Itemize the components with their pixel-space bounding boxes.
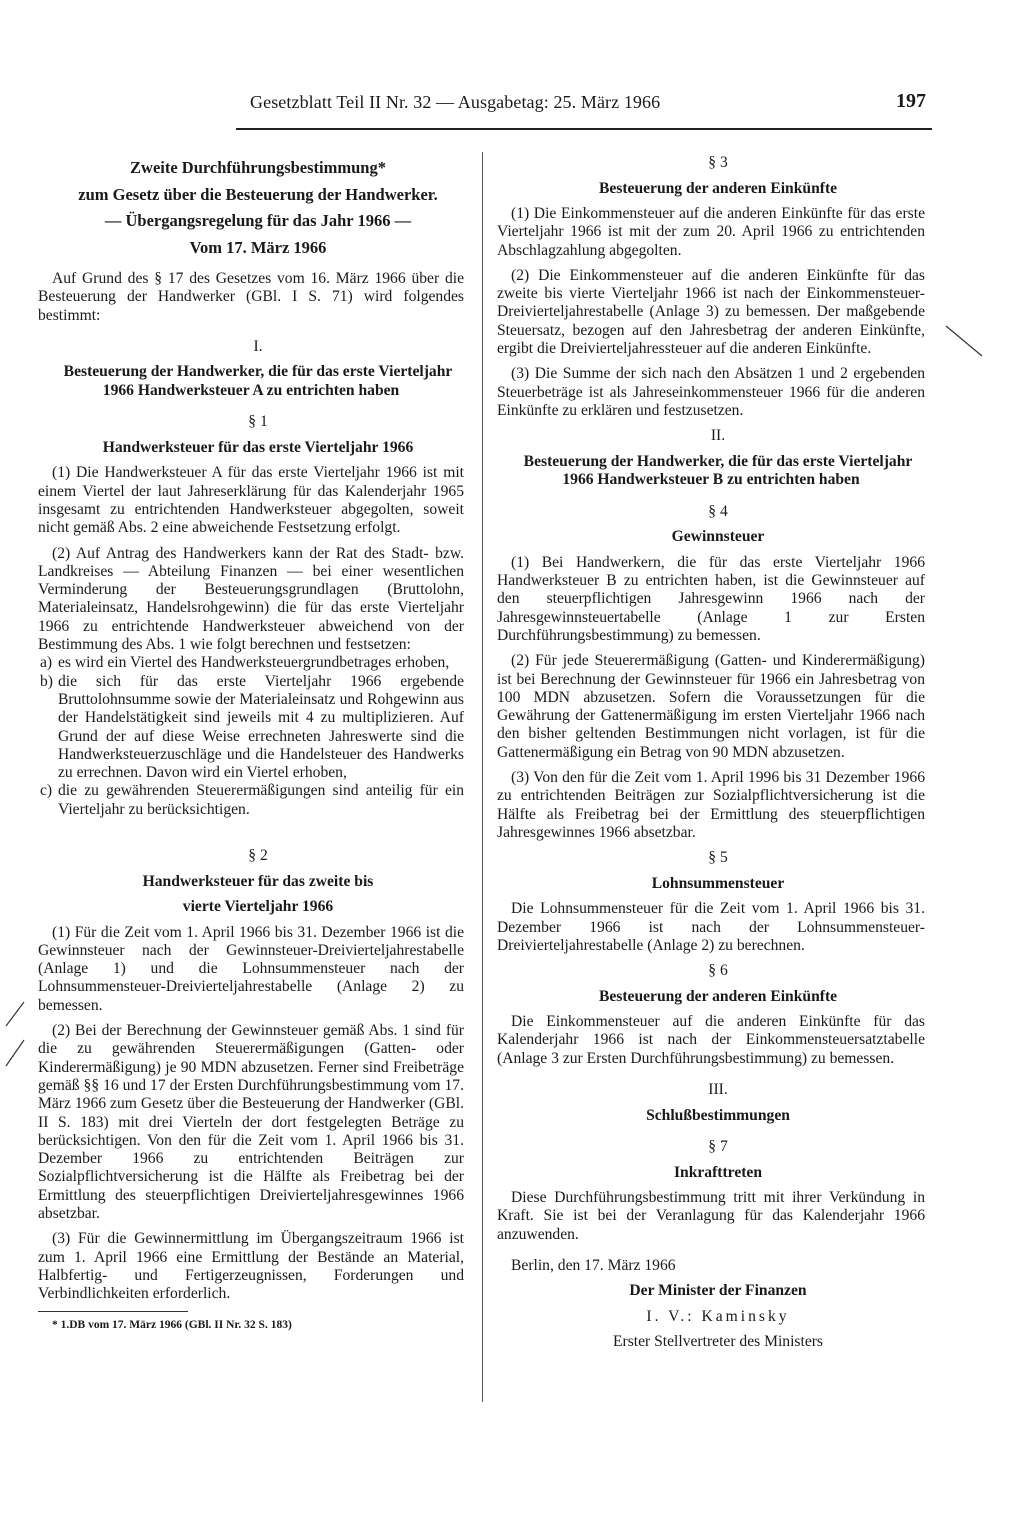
part-number: III.: [708, 1081, 728, 1098]
paragraph: Die Einkommensteuer auf die anderen Einkünfte für das Kalenderjahr 1966 ist nach der Einkommensteuersatztabelle (Anlage 3 zur Ersten Durchführungsbestimmung) zu bemessen.: [497, 1013, 925, 1067]
section-title: Handwerksteuer für das zweite bis: [142, 872, 374, 890]
paragraph: (2) Bei der Berechnung der Gewinnsteuer gemäß Abs. 1 sind für die zu gewährenden Steuerermäßigungen (Gatten- oder Kinderermäßigung) je 90 MDN abzusetzen. Ferner sind Freibeträge gemäß §§ 16 und 17 der Ersten Durchführungsbestimmung vom 17. März 1966 zum Gesetz über die Besteuerung der Handwerker (GBl. II S. 183) mit drei Vierteln der dort festgelegten Beträge zu berücksichtigen. Von den für die Zeit vom 1. April 1966 bis 31. Dezember 1966 zu entrichtenden Beiträgen zur Sozialpflichtversicherung ist die Hälfte als Freibetrag bei der Ermittlung des steuerpflichtigen Dreivierteljahresgewinnes 1966 absetzbar.: [38, 1022, 464, 1222]
document-subtitle-2: — Übergangsregelung für das Jahr 1966 —: [104, 211, 412, 230]
part-title: Besteuerung der Handwerker, die für das erste Vierteljahr 1966 Handwerksteuer B zu entrichten haben: [523, 452, 913, 489]
part-number: I.: [253, 337, 263, 355]
place-and-date: Berlin, den 17. März 1966: [511, 1256, 676, 1274]
section-title: Inkrafttreten: [673, 1163, 763, 1181]
section-number: § 5: [708, 849, 728, 867]
list-text: die sich für das erste Vierteljahr 1966 ergebende Bruttolohnsumme sowie der Materialeinsatz und Rohgewinn aus der Handelstätigkeit sind jeweils mit 4 zu multiplizieren. Auf Grund der auf diese Weise errechneten Jahreswerte sind die Handwerksteuerzuschläge und die Handelsteuer des Handwerks zu errechnen. Davon wird ein Viertel erhoben,: [58, 672, 464, 782]
list-text: es wird ein Viertel des Handwerksteuergrundbetrages erhoben,: [58, 654, 450, 672]
section-title: Handwerksteuer für das erste Vierteljahr 1966: [102, 438, 414, 456]
list-item: [38, 673, 464, 783]
signature-name: I. V.: Kaminsky: [646, 1307, 790, 1325]
section-number: § 3: [708, 154, 728, 171]
document-subtitle: zum Gesetz über die Besteuerung der Handwerker.: [78, 184, 438, 204]
page-header: [236, 88, 932, 130]
list-text: die zu gewährenden Steuerermäßigungen sind anteilig für ein Vierteljahr zu berücksichtigen.: [58, 782, 464, 818]
section-number: § 2: [248, 847, 268, 865]
paragraph: (3) Für die Gewinnermittlung im Übergangszeitraum 1966 ist zum 1. April 1966 eine Ermittlung der Bestände an Material, Halbfertig- und Fertigerzeugnissen, Forderungen und Verbindlichkeiten erforderlich.: [38, 1230, 464, 1303]
section-number: § 7: [708, 1138, 728, 1155]
column-divider: [482, 152, 483, 1402]
signature-organization: Der Minister der Finanzen: [629, 1282, 807, 1300]
paragraph: (3) Von den für die Zeit vom 1. April 1996 bis 31 Dezember 1966 zu entrichtenden Beiträgen zur Sozialpflichtversicherung ist die Hälfte als Freibetrag bei der Ermittlung des steuerpflichtigen Jahresgewinnes 1966 absetzbar.: [497, 769, 925, 841]
section-number: § 6: [708, 962, 728, 980]
paragraph: (3) Die Summe der sich nach den Absätzen 1 und 2 ergebenden Steuerbeträge ist als Jahreseinkommensteuer 1966 für die anderen Einkünfte zu erklären und festzusetzen.: [497, 365, 925, 419]
section-title-cont: vierte Vierteljahr 1966: [182, 898, 334, 916]
list-label: b): [40, 672, 53, 690]
paragraph: (1) Die Handwerksteuer A für das erste Vierteljahr 1966 ist mit einem Viertel der laut Jahreserklärung für das Kalenderjahr 1965 insgesamt zu entrichtenden Handwerksteuer abgegolten, soweit nicht gemäß Abs. 2 eine abweichende Festsetzung erfolgt.: [38, 464, 464, 537]
page-number: 197: [896, 90, 926, 112]
margin-pen-mark: [940, 322, 990, 362]
list-label: a): [40, 654, 53, 672]
paragraph: (1) Für die Zeit vom 1. April 1966 bis 31. Dezember 1966 ist die Gewinnsteuer nach der Gewinnsteuer-Dreivierteljahrestabelle (Anlage 1) und die Lohnsummensteuer nach der Lohnsummensteuer-Dreivierteljahrestabelle (Anlage 2) zu bemessen.: [38, 923, 464, 1014]
section-title: Gewinnsteuer: [671, 528, 765, 546]
section-title: Besteuerung der anderen Einkünfte: [598, 987, 838, 1005]
document-title: Zweite Durchführungsbestimmung*: [130, 158, 386, 177]
part-number: II.: [710, 427, 726, 445]
part-title: Schlußbestimmungen: [646, 1106, 790, 1124]
section-title: Lohnsummensteuer: [651, 874, 785, 892]
footnote-rule: [38, 1311, 188, 1312]
paragraph: (2) Die Einkommensteuer auf die anderen Einkünfte für das zweite bis vierte Vierteljahr 1966 ist nach der Einkommensteuer-Dreivierteljahrestabelle (Anlage 3) zu bemessen. Der maßgebende Steuersatz, bezogen auf den Jahresbetrag der anderen Einkünfte, ergibt die Dreivierteljahressteuer auf die anderen Einkünfte.: [497, 266, 925, 358]
right-column: [497, 154, 925, 1359]
footnote: * 1.DB vom 17. März 1966 (GBl. II Nr. 32 S. 183): [52, 1319, 292, 1332]
paragraph: (2) Auf Antrag des Handwerkers kann der Rat des Stadt- bzw. Landkreises — Abteilung Finanzen — bei einer wesentlichen Verminderung der Besteuerungsgrundlagen (Bruttolohn, Materialeinsatz, Handelsrohgewinn) die für das erste Vierteljahr 1966 zu entrichtende Handwerksteuer abweichend von der Bestimmung des Abs. 1 wie folgt berechnen und festsetzen:: [38, 544, 464, 654]
signature-role: Erster Stellvertreter des Ministers: [612, 1333, 824, 1351]
section-number: § 1: [248, 413, 268, 431]
left-column: [38, 158, 464, 1335]
section-number: § 4: [708, 502, 728, 520]
preamble: Auf Grund des § 17 des Gesetzes vom 16. März 1966 über die Besteuerung der Handwerker (GBl. I S. 71) wird folgendes bestimmt:: [38, 270, 464, 324]
list-label: c): [40, 782, 53, 800]
paragraph: (1) Die Einkommensteuer auf die anderen Einkünfte für das erste Vierteljahr 1966 ist mit der zum 20. April 1966 zu entrichtenden Abschlagzahlung abgegolten.: [497, 205, 925, 259]
section-title: Besteuerung der anderen Einkünfte: [598, 179, 838, 197]
margin-pen-mark: [0, 1000, 30, 1080]
list-item: [38, 782, 464, 819]
paragraph: (1) Bei Handwerkern, die für das erste Vierteljahr 1966 Handwerksteuer B zu entrichten haben, ist die Gewinnsteuer auf den steuerpflichtigen Jahresgewinn 1966 nach der Jahresgewinnsteuertabelle (Anlage 1 zur Ersten Durchführungsbestimmung) zu bemessen.: [497, 553, 925, 644]
paragraph: Die Lohnsummensteuer für die Zeit vom 1. April 1966 bis 31. Dezember 1966 ist nach der Lohnsummensteuer-Dreivierteljahrestabelle (Anlage 2) zu berechnen.: [497, 900, 925, 954]
paragraph: (2) Für jede Steuerermäßigung (Gatten- und Kinderermäßigung) ist bei Berechnung der Gewinnsteuer für 1966 ein Jahresbetrag von 100 MDN abzusetzen. Sofern die Voraussetzungen für die Gewährung der Gattenermäßigung im ersten Vierteljahr 1966 nach den bisher geltenden Bestimmungen nicht vorlagen, ist für die Gattenermäßigung ein Betrag von 90 MDN abzusetzen.: [497, 652, 925, 761]
document-date: Vom 17. März 1966: [189, 237, 327, 257]
paragraph: Diese Durchführungsbestimmung tritt mit ihrer Verkündung in Kraft. Sie ist bei der Veranlagung für das Kalenderjahr 1966 anzuwenden.: [497, 1189, 925, 1243]
running-title: Gesetzblatt Teil II Nr. 32 — Ausgabetag: 25. März 1966: [250, 92, 661, 112]
part-title: Besteuerung der Handwerker, die für das erste Vierteljahr 1966 Handwerksteuer A zu entrichten haben: [63, 363, 453, 399]
list-item: [38, 654, 464, 672]
